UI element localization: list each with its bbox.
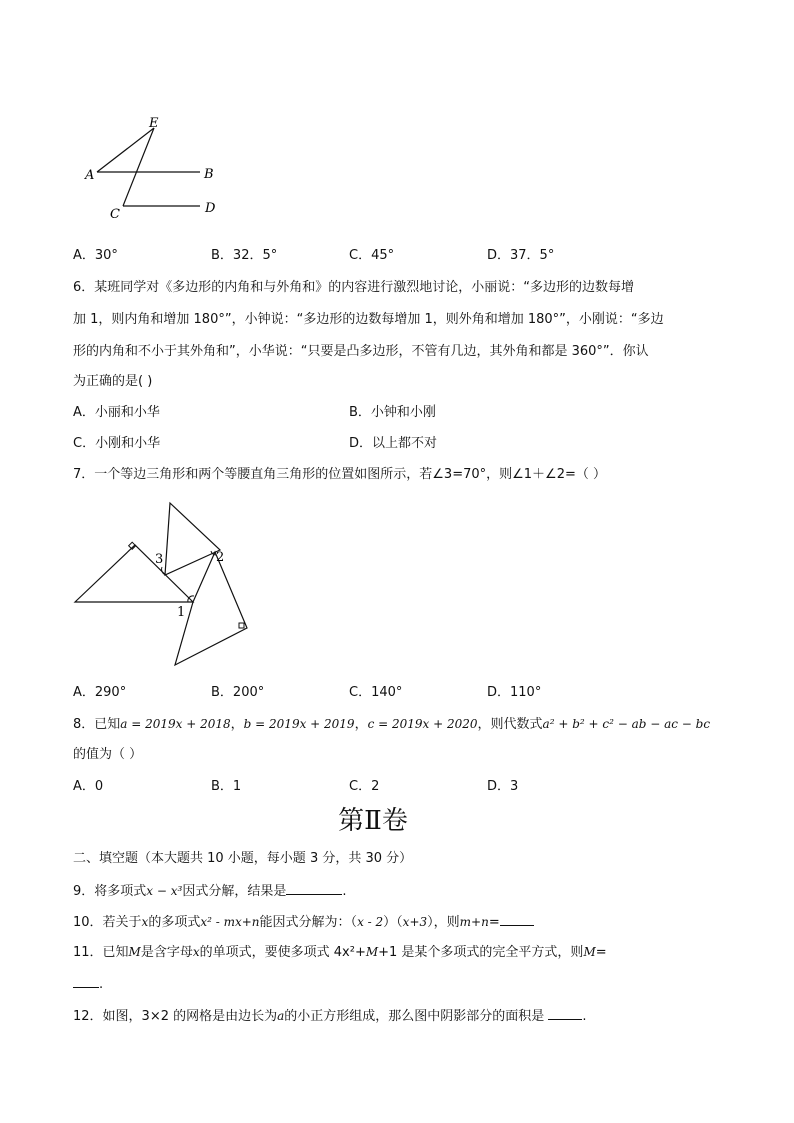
q11-mid2: 的单项式，要使多项式 4x²+ — [199, 945, 366, 960]
q10-answer-blank[interactable] — [500, 913, 534, 926]
equilateral-triangle — [165, 503, 220, 575]
q5-option-c: C．45° — [349, 248, 395, 263]
q9-line — [73, 882, 346, 900]
q8-option-c: C．2 — [349, 779, 380, 794]
label-a: A — [85, 168, 95, 183]
q5-option-d: D．37．5° — [487, 248, 555, 263]
part2-header: 二、填空题（本大题共 10 小题，每小题 3 分，共 30 分） — [73, 851, 413, 866]
lower-right-angle-mark — [239, 623, 244, 628]
q8-c-expr: c = 2019x + 2020 — [367, 717, 478, 731]
q6-option-a: A．小丽和小华 — [73, 405, 160, 420]
q12-line — [73, 1007, 587, 1025]
angle-label-3: 3 — [155, 552, 164, 567]
q8-mid: ，则代数式 — [477, 717, 543, 732]
q11-m2: M — [365, 945, 379, 959]
q12-answer-blank[interactable] — [548, 1007, 582, 1020]
section-title: 第Ⅱ卷 — [338, 806, 408, 836]
q10-x: x — [141, 915, 149, 929]
q10-mid: 的多项式 — [148, 915, 201, 930]
q7-stem: 7．一个等边三角形和两个等腰直角三角形的位置如图所示，若∠3=70°，则∠1＋∠2=（ ） — [73, 467, 607, 482]
q6-line-2: 加 1，则内角和增加 180°”，小钟说：“多边形的边数每增加 1，则外角和增加 180°”，小刚说：“多边 — [73, 312, 664, 327]
parallel-lines-figure — [80, 110, 230, 225]
q11-end: . — [99, 977, 104, 992]
q10-mid2: 能因式分解为：（ — [259, 915, 358, 930]
q10-prefix: 10．若关于 — [73, 915, 142, 930]
q8-option-a: A．0 — [73, 779, 104, 794]
q8-option-d: D．3 — [487, 779, 519, 794]
q8-line-1 — [73, 716, 710, 733]
q11-prefix: 11．已知 — [73, 945, 129, 960]
q10-mn: m+n — [459, 915, 489, 929]
q12-end: . — [582, 1009, 587, 1024]
q10-poly: x² - mx+n — [200, 915, 260, 929]
left-right-triangle — [75, 545, 193, 602]
triangles-figure — [70, 495, 260, 670]
angle-label-1: 1 — [177, 605, 186, 620]
q5-option-b: B．32．5° — [211, 248, 278, 263]
q11-m3: M — [583, 945, 596, 959]
q8-polynomial: a² + b² + c² − ab − ac − bc — [542, 717, 711, 731]
q10-factor-1: x - 2 — [357, 915, 384, 929]
q6-line-4: 为正确的是( ) — [73, 374, 153, 389]
q11-eq: = — [595, 945, 607, 960]
q8-a-expr: a = 2019x + 2018 — [120, 717, 231, 731]
q10-mid3: ）（ — [383, 915, 403, 930]
label-b: B — [204, 167, 214, 182]
q10-mid4: ），则 — [427, 915, 460, 930]
q7-option-b: B．200° — [211, 685, 265, 700]
q9-suffix: 因式分解，结果是 — [182, 884, 287, 899]
lower-right-triangle — [175, 550, 247, 665]
q7-option-c: C．140° — [349, 685, 403, 700]
q9-expr: x − x³ — [146, 884, 183, 898]
q8-sep-1: ， — [230, 717, 244, 732]
q10-eq: = — [488, 915, 500, 930]
angle-label-2: 2 — [216, 550, 225, 565]
q6-option-d: D．以上都不对 — [349, 436, 438, 451]
q5-option-a: A．30° — [73, 248, 118, 263]
q8-option-b: B．1 — [211, 779, 242, 794]
q6-option-c: C．小刚和小华 — [73, 436, 161, 451]
q11-m: M — [128, 945, 141, 959]
q10-line — [73, 913, 534, 931]
q6-line-3: 形的内角和不小于其外角和”，小华说：“只要是凸多边形，不管有几边，其外角和都是 360°”．你认 — [73, 344, 649, 359]
q11-line-1 — [73, 944, 607, 961]
q9-end: . — [342, 884, 347, 899]
q6-line-1: 6．某班同学对《多边形的内角和与外角和》的内容进行激烈地讨论，小丽说：“多边形的边数每增 — [73, 280, 635, 295]
q8-line-2: 的值为（ ） — [73, 747, 143, 762]
q9-prefix: 9．将多项式 — [73, 884, 147, 899]
q11-mid3: +1 是某个多项式的完全平方式，则 — [378, 945, 584, 960]
q8-b-expr: b = 2019x + 2019 — [243, 717, 355, 731]
q12-suffix: 的小正方形组成，那么图中阴影部分的面积是 — [284, 1009, 545, 1024]
q12-a: a — [277, 1009, 285, 1023]
q7-option-a: A．290° — [73, 685, 127, 700]
lower-right-triangle-edges — [175, 552, 247, 665]
q8-prefix: 8．已知 — [73, 717, 121, 732]
q12-prefix: 12．如图，3×2 的网格是由边长为 — [73, 1009, 278, 1024]
q11-mid: 是含字母 — [140, 945, 193, 960]
label-e: E — [149, 116, 159, 131]
label-d: D — [205, 201, 216, 216]
q10-factor-2: x+3 — [402, 915, 428, 929]
label-c: C — [110, 207, 120, 222]
q11-line-2 — [73, 975, 103, 993]
q9-answer-blank[interactable] — [286, 882, 342, 895]
q11-x: x — [192, 945, 200, 959]
q7-option-d: D．110° — [487, 685, 542, 700]
q8-sep-2: ， — [354, 717, 368, 732]
q6-option-b: B．小钟和小刚 — [349, 405, 436, 420]
q11-answer-blank[interactable] — [73, 975, 99, 988]
